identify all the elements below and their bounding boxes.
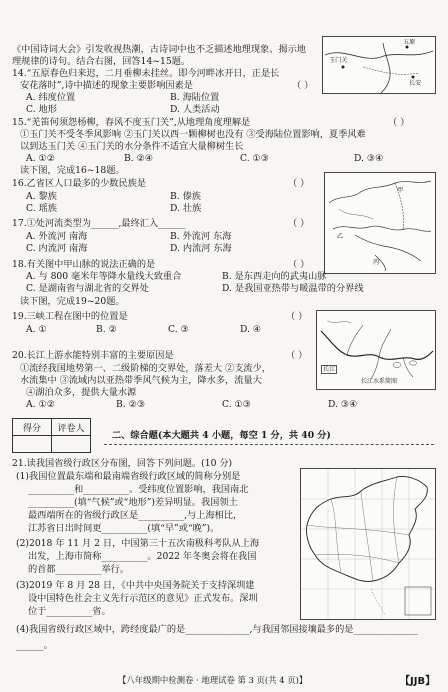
q21-p1-line-4: 最西端所在的省级行政区是__________,与上海相比，	[28, 510, 243, 521]
q17-answer-bracket: （ ）	[288, 218, 310, 229]
score-cell[interactable]	[13, 436, 52, 453]
map-yangtze	[316, 310, 436, 390]
q15-option-c: C. ①③	[240, 153, 270, 164]
map-china-provinces	[300, 468, 436, 620]
q21-p4-line-1: (4)我国省级行政区域中，跨经度最广的是______________,与我国邻国接壤最多的是______________	[16, 624, 418, 635]
q21-p1-line-5: 江苏省日出时间更__________(填“早”或“晚”)。	[28, 523, 220, 534]
q20-stem: 20.长江上游水能特别丰富的主要原因是	[12, 350, 174, 361]
q16-stem: 16.乙省区人口最多的少数民族是	[12, 178, 147, 189]
q20-option-b: B. ②③	[116, 399, 146, 410]
q20-item-2: 水流集中 ③流域内以亚热带季风气候为主，降水多，流量大	[20, 375, 262, 386]
q14-stem-1: 14.“五原春色归来迟，二月垂柳未挂丝。即今河畔冰开日，正是长	[12, 68, 280, 79]
q21-p2-line-2: 出发，上海市简称__________。2022 年冬奥会将在我国	[28, 551, 257, 562]
q17-option-c: C. 内流河 南海	[26, 243, 88, 254]
q14-answer-bracket: （ ）	[292, 80, 314, 91]
q14-option-b: B. 海陆位置	[170, 92, 220, 103]
q14-stem-2: 安花落时”,诗中描述的现象主要影响因素是	[20, 80, 193, 91]
q21-p4-line-2: ______。	[16, 640, 53, 651]
q21-p1-line-2: __________和__________。受纬度位置影响，我国南北	[28, 484, 249, 495]
score-table	[12, 418, 91, 453]
q21-p3-line-2: 设中国特色社会主义先行示范区的意见》正式发布。深圳	[28, 593, 258, 604]
q18-stem: 18.有关图中甲山脉的说法正确的是	[12, 259, 156, 270]
q16-answer-bracket: （ ）	[288, 178, 310, 189]
grader-cell[interactable]	[52, 436, 91, 453]
map3-label-changjiang: 长江	[323, 366, 336, 373]
q19-option-c: C. ③	[168, 324, 189, 335]
q15-option-d: D. ③④	[354, 153, 384, 164]
q18-answer-bracket: （ ）	[288, 259, 310, 270]
q19-answer-bracket: （ ）	[286, 311, 308, 322]
grader-label: 评卷人	[52, 419, 91, 436]
intro3: 读下图，完成19~20题。	[20, 296, 125, 307]
q20-item-1: ①流经我国地势第一、二级阶梯的交界处，落差大 ②支流少，	[20, 363, 271, 374]
map1-label-changan: 长安	[409, 80, 422, 87]
q21-p2-line-1: (2)2018 年 11 月 2 日，中国第三十五次南极科考队从上海	[16, 538, 260, 549]
q15-stem: 15.“羌笛何须怨杨柳，春风不度玉门关”,从地理角度理解是	[12, 117, 251, 128]
q18-option-d: D. 是我国亚热带与暖温带的分界线	[222, 283, 364, 294]
map2-label-jia: 甲	[397, 187, 404, 194]
q14-option-c: C. 地形	[26, 104, 57, 115]
q21-stem: 21.读我国省级行政区分布图，回答下列问题。(10 分)	[12, 458, 233, 469]
q17-stem: 17.①处河流类型为______,最终汇入______	[12, 218, 186, 229]
map1-label-yumenguan: 玉门关	[329, 57, 348, 64]
map2-label-bing: 丙	[373, 259, 380, 266]
q14-option-a: A. 纬度位置	[26, 92, 76, 103]
intro-text: 《中国诗词大会》引发收视热潮，古诗词中也不乏描述地理现象、揭示地理规律的诗句。结合右图，回答14~15题。	[12, 44, 306, 67]
q15-option-b: B. ②④	[124, 153, 154, 164]
intro-line-1	[12, 44, 312, 68]
q15-item-2: 以到达玉门关 ④玉门关的水分条件不适宜大量柳树生长	[20, 141, 244, 152]
q20-option-c: C. ①③	[222, 399, 252, 410]
q16-option-d: D. 壮族	[170, 203, 202, 214]
map-silk-road	[322, 36, 436, 94]
q21-p3-line-3: 位于__________省。	[28, 606, 111, 617]
q18-option-a: A. 与 800 毫米年等降水量线大致重合	[26, 271, 182, 282]
footer-text: 【八年级期中检测卷 · 地理试卷 第 3 页(共 4 页)】	[118, 675, 308, 685]
q15-item-1: ①玉门关不受冬季风影响 ②玉门关以西一颗柳树也没有 ③受海陆位置影响，夏季风难	[20, 129, 366, 140]
q14-option-d: D. 人类活动	[170, 104, 220, 115]
q16-option-b: B. 傣族	[170, 191, 201, 202]
q18-option-b: B. 是东西走向的武夷山脉	[222, 271, 327, 282]
q17-option-b: B. 外流河 东海	[170, 231, 232, 242]
q15-answer-bracket: （ ）	[388, 117, 410, 128]
q21-p1-line-3: __________(填“气候”或“地形”)差异明显。我国领土	[28, 497, 238, 508]
q20-option-d: D. ③④	[328, 399, 358, 410]
q16-option-c: C. 瑶族	[26, 203, 57, 214]
q21-p2-line-3: 的首都__________举行。	[28, 564, 130, 575]
map-south-china	[324, 172, 436, 274]
q21-p3-line-1: (3)2019 年 8 月 28 日，《中共中央国务院关于支持深圳建	[16, 580, 255, 591]
q19-option-a: A. ①	[26, 324, 47, 335]
map1-label-wuyuan: 五原	[403, 39, 416, 46]
q15-option-a: A. ①②	[26, 153, 55, 164]
q19-option-d: D. ④	[240, 324, 262, 335]
q20-item-3: ④湖泊众多，提供大量水源	[26, 387, 137, 398]
section-divider	[104, 444, 434, 445]
map-china-drawing	[301, 469, 435, 619]
q16-option-a: A. 黎族	[26, 191, 57, 202]
q19-option-b: B. ②	[96, 324, 117, 335]
q18-option-c: C. 是湖南省与湖北省的交界处	[26, 283, 149, 294]
footer-code: 【JJB】	[400, 676, 436, 687]
q17-option-a: A. 外流河 南海	[26, 231, 88, 242]
intro2: 读下图，完成16~18题。	[20, 165, 125, 176]
score-label: 得分	[13, 419, 52, 436]
map-south-china-drawing	[325, 173, 435, 273]
q19-stem: 19.三峡工程在图中的位置是	[12, 311, 128, 322]
map2-label-yi: 乙	[337, 233, 344, 240]
q20-option-a: A. ①②	[26, 399, 55, 410]
q20-answer-bracket: （ ）	[286, 350, 308, 361]
q21-p1-line-1: (1)我国位置最东端和最南端省级行政区域的简称分别是	[16, 471, 241, 482]
q17-option-d: D. 内流河 东海	[170, 243, 232, 254]
map3-caption: 长江水系简图	[361, 378, 398, 385]
section-2-title: 二、综合题(本大题共 4 小题，每空 1 分，共 40 分)	[112, 430, 331, 441]
